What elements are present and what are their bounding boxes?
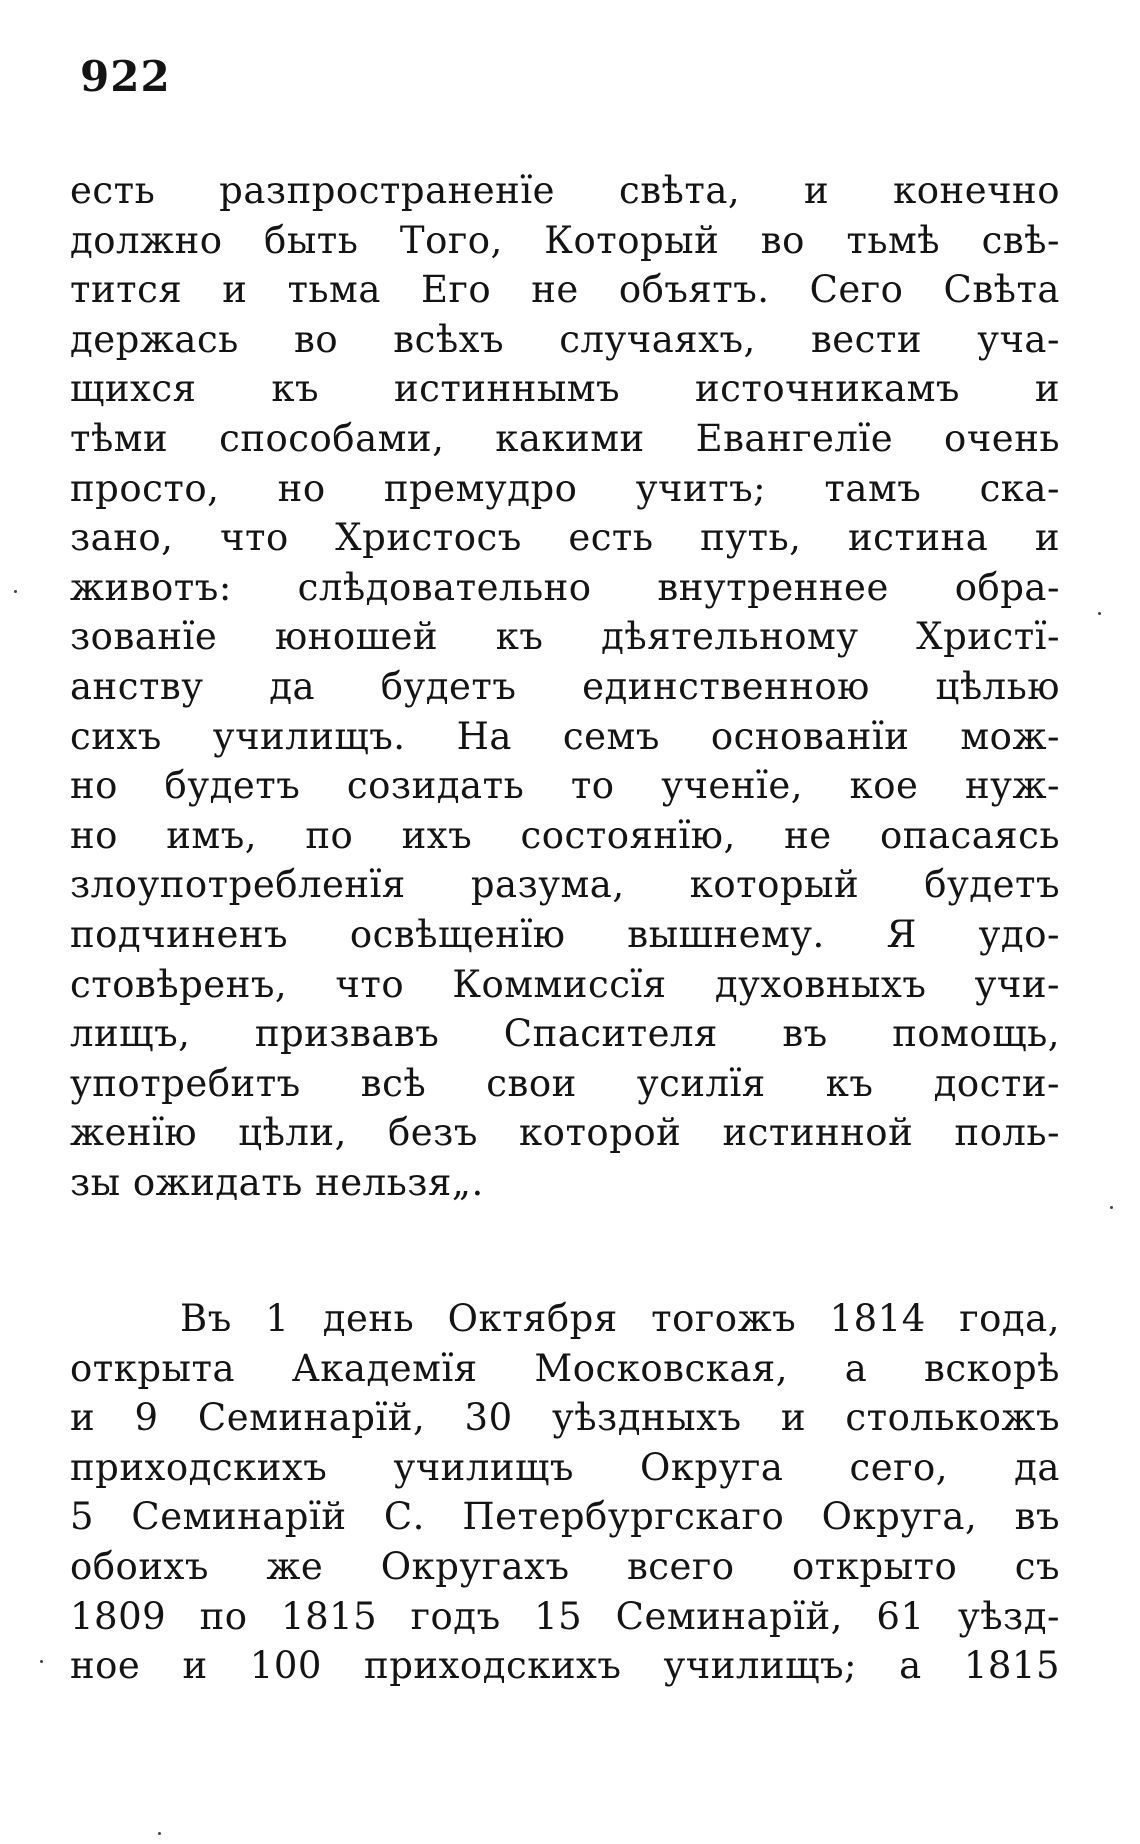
text-line: анству да будетъ единственною цѣлью bbox=[70, 664, 1060, 708]
text-line: подчиненъ освѣщенїю вышнему. Я удо- bbox=[70, 912, 1060, 956]
print-speck bbox=[158, 1832, 161, 1835]
text-line: Въ 1 день Октября тогожъ 1814 года, bbox=[180, 1297, 1060, 1340]
text-line: щихся къ истиннымъ источникамъ и bbox=[70, 367, 1060, 411]
print-speck bbox=[1110, 1206, 1113, 1209]
text-line: зы ожидать нельзя„. bbox=[70, 1160, 484, 1204]
text-line: стовѣренъ, что Коммиссїя духовныхъ учи- bbox=[70, 962, 1060, 1006]
text-line: держась во всѣхъ случаяхъ, вести уча- bbox=[70, 317, 1060, 361]
text-line: сихъ училищъ. На семъ основанїи мож- bbox=[70, 714, 1060, 758]
text-line: открыта Академїя Московская, а вскорѣ bbox=[70, 1346, 1060, 1390]
text-line: зано, что Христосъ есть путь, истина и bbox=[70, 516, 1060, 560]
text-line: злоупотребленїя разума, который будетъ bbox=[70, 863, 1060, 907]
text-line: должно быть Того, Который во тьмѣ свѣ- bbox=[70, 218, 1060, 262]
text-line: тѣми способами, какими Евангелїе очень bbox=[70, 416, 1060, 460]
text-line: употребитъ всѣ свои усилїя къ дости- bbox=[70, 1061, 1060, 1105]
page-number: 922 bbox=[80, 52, 171, 101]
text-line: 1809 по 1815 годъ 15 Семинарїй, 61 уѣзд- bbox=[70, 1594, 1060, 1638]
text-line: но будетъ созидать то ученїе, кое нуж- bbox=[70, 764, 1060, 808]
paragraph-2 bbox=[70, 1294, 1060, 1691]
text-line: 5 Семинарїй С. Петербургскаго Округа, въ bbox=[70, 1495, 1060, 1539]
text-line: но имъ, по ихъ состоянїю, не опасаясь bbox=[70, 813, 1060, 857]
text-line: просто, но премудро учитъ; тамъ ска- bbox=[70, 466, 1060, 510]
text-line: есть разпространенїе свѣта, и конечно bbox=[70, 169, 1060, 212]
print-speck bbox=[1098, 612, 1101, 615]
print-speck bbox=[40, 1660, 43, 1663]
text-line: лищъ, призвавъ Спасителя въ помощь, bbox=[70, 1012, 1060, 1056]
text-line: тится и тьма Его не объятъ. Сего Свѣта bbox=[70, 268, 1060, 312]
text-line: и 9 Семинарїй, 30 уѣздныхъ и столькожъ bbox=[70, 1396, 1060, 1440]
text-line: животъ: слѣдовательно внутреннее обра- bbox=[70, 565, 1060, 609]
text-line: женїю цѣли, безъ которой истинной поль- bbox=[70, 1111, 1060, 1155]
text-line: обоихъ же Округахъ всего открыто съ bbox=[70, 1544, 1060, 1588]
print-speck bbox=[14, 590, 17, 593]
text-line: приходскихъ училищъ Округа сего, да bbox=[70, 1445, 1060, 1489]
text-line: ное и 100 приходскихъ училищъ; а 1815 bbox=[70, 1644, 1060, 1688]
text-line: зованїе юношей къ дѣятельному Христї- bbox=[70, 615, 1060, 659]
paragraph-1 bbox=[70, 166, 1060, 1207]
